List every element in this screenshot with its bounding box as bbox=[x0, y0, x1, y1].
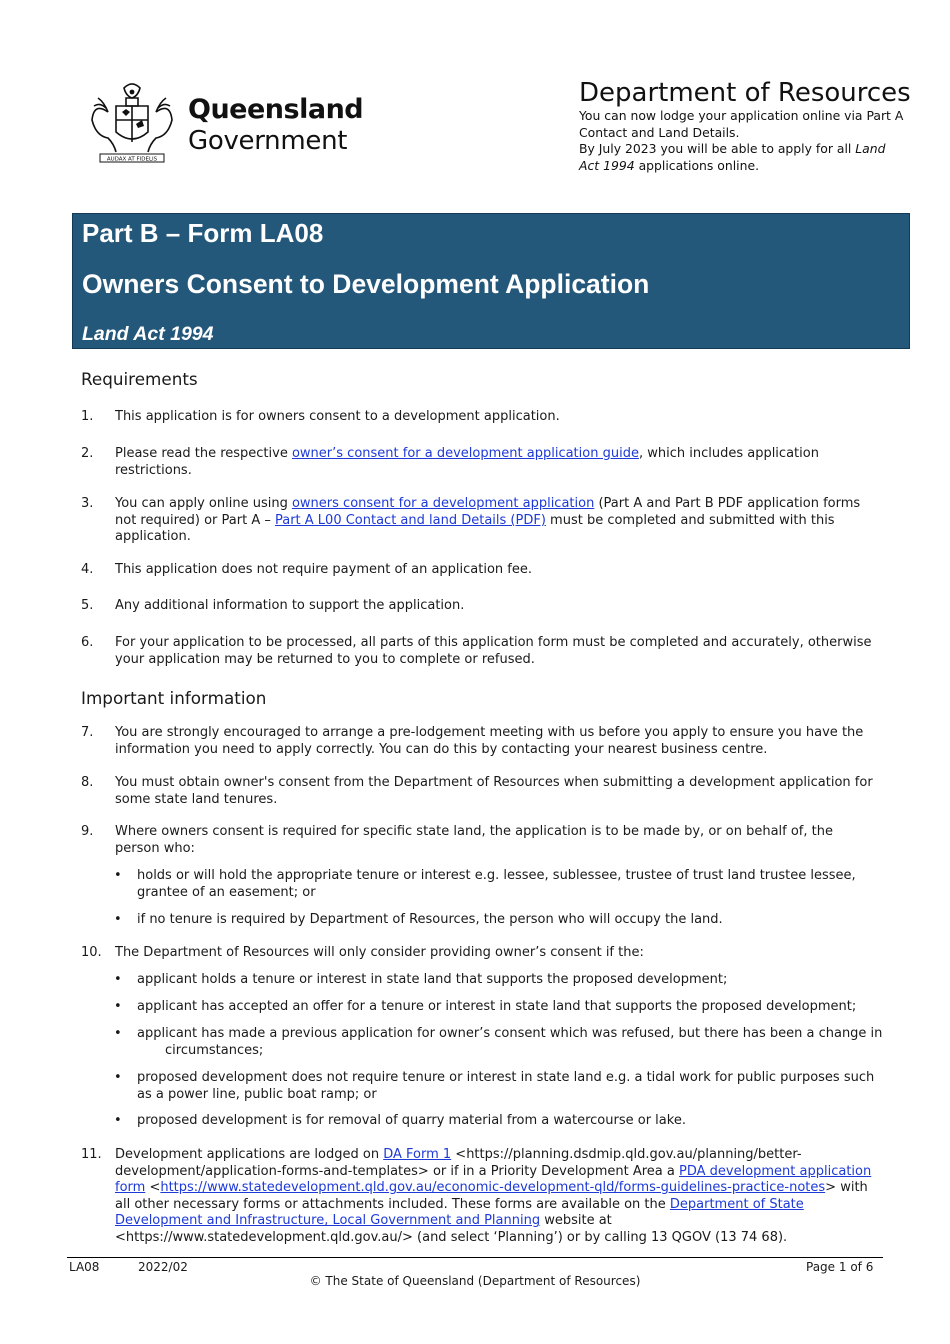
item-text: This application is for owners consent to a development application. bbox=[115, 409, 560, 424]
notice-line-1: You can now lodge your application online via Part A Contact and Land Details. bbox=[579, 108, 904, 140]
item-text: You are strongly encouraged to arrange a pre-lodgement meeting with us before you apply to ensure you have the information you need to apply correctly. You can do this by contacting your nearest business centre. bbox=[115, 725, 864, 757]
item-text-part: (Part A and Part B PDF application forms not required) or Part A – bbox=[115, 496, 861, 528]
statedevelopment-forms-url-link[interactable]: https://www.statedevelopment.qld.gov.au/economic-development-qld/forms-guidelines-practice-notes bbox=[160, 1180, 826, 1196]
form-part-label: Part B – Form LA08 bbox=[82, 218, 324, 248]
item-number: 1. bbox=[81, 409, 94, 424]
bullet-icon: • bbox=[114, 1113, 122, 1128]
item-text bbox=[115, 496, 875, 546]
notice-act-name: Land Act 1994 bbox=[579, 141, 886, 173]
queensland-government-logo bbox=[86, 76, 364, 166]
item-text: Any additional information to support the application. bbox=[115, 598, 465, 613]
item-number: 4. bbox=[81, 562, 94, 577]
item-text bbox=[115, 1147, 875, 1247]
item-text: Where owners consent is required for specific state land, the application is to be made by, or on behalf of, the person who: bbox=[115, 824, 833, 856]
item-number: 11. bbox=[81, 1147, 102, 1162]
item-text: You must obtain owner's consent from the Department of Resources when submitting a development application for some state land tenures. bbox=[115, 775, 873, 807]
bullet-icon: • bbox=[114, 972, 122, 987]
requirements-heading: Requirements bbox=[81, 369, 198, 389]
item-text-part: <https://planning.dsdmip.qld.gov.au/planning/better-development/application-forms-and-templates> or if in a Priority Development Area a bbox=[115, 1147, 802, 1179]
apply-online-link[interactable]: owners consent for a development application bbox=[291, 496, 595, 511]
logo-motto: AUDAX AT FIDELIS bbox=[106, 156, 158, 163]
bullet-text-line: circumstances; bbox=[165, 1042, 264, 1058]
bullet-text bbox=[137, 1026, 885, 1059]
form-act: Land Act 1994 bbox=[82, 323, 214, 345]
part-a-l00-link[interactable]: Part A L00 Contact and land Details (PDF) bbox=[274, 512, 546, 528]
bullet-icon: • bbox=[114, 912, 122, 927]
form-title: Owners Consent to Development Application bbox=[82, 269, 650, 299]
item-text-part: , which includes application restrictions. bbox=[115, 446, 819, 478]
bullet-text: if no tenure is required by Department of Resources, the person who will occupy the land. bbox=[137, 912, 723, 927]
notice-line-2 bbox=[579, 141, 909, 174]
item-text: This application does not require payment of an application fee. bbox=[115, 562, 533, 577]
bullet-icon: • bbox=[114, 1070, 122, 1085]
bullet-icon: • bbox=[114, 999, 122, 1014]
bullet-text: proposed development is for removal of quarry material from a watercourse or lake. bbox=[137, 1113, 686, 1128]
logo-wordmark-government: Government bbox=[188, 126, 348, 156]
item-text-part: Please read the respective bbox=[115, 446, 292, 461]
item-number: 6. bbox=[81, 635, 94, 650]
footer-form-code: LA08 bbox=[69, 1260, 100, 1274]
pda-application-form-link[interactable]: PDA development application form bbox=[115, 1163, 872, 1196]
item-number: 8. bbox=[81, 775, 94, 790]
footer-copyright: © The State of Queensland (Department of Resources) bbox=[309, 1274, 641, 1288]
item-text: The Department of Resources will only consider providing owner’s consent if the: bbox=[115, 945, 644, 960]
item-number: 3. bbox=[81, 496, 94, 511]
item-number: 9. bbox=[81, 824, 94, 839]
department-name: Department of Resources bbox=[579, 78, 911, 108]
item-text-part: website at <https://www.statedevelopment.qld.gov.au/> (and select ‘Planning’) or by calling 13 QGOV (13 74 68). bbox=[115, 1213, 788, 1245]
item-text-part: must be completed and submitted with this application. bbox=[115, 512, 835, 545]
footer-divider bbox=[67, 1257, 883, 1258]
online-lodgement-notice bbox=[579, 108, 909, 174]
item-number: 7. bbox=[81, 725, 94, 740]
item-text: For your application to be processed, all parts of this application form must be completed and accurately, otherwise your application may be returned to you to complete or refused. bbox=[115, 635, 872, 667]
notice-text: By July 2023 you will be able to apply for all bbox=[579, 141, 856, 156]
bullet-text: applicant holds a tenure or interest in state land that supports the proposed development; bbox=[137, 972, 728, 987]
item-number: 5. bbox=[81, 598, 94, 613]
footer-page-number: Page 1 of 6 bbox=[806, 1260, 874, 1274]
item-text bbox=[115, 446, 875, 479]
item-number: 10. bbox=[81, 945, 102, 960]
bullet-icon: • bbox=[114, 1026, 122, 1041]
dsdilgp-website-link[interactable]: Department of State Development and Infrastructure, Local Government and Planning bbox=[115, 1196, 804, 1229]
form-title-banner bbox=[72, 213, 910, 349]
item-text-part: You can apply online using bbox=[115, 496, 292, 511]
item-text-part: > with all other necessary forms or attachments included. These forms are available on the bbox=[115, 1180, 868, 1212]
bullet-text-line: applicant has made a previous application for owner’s consent which was refused, but there has been a change in bbox=[137, 1026, 883, 1041]
bullet-text: proposed development does not require tenure or interest in state land e.g. a tidal work for public purposes such as a power line, public boat ramp; or bbox=[137, 1070, 875, 1102]
logo-wordmark-queensland: Queensland bbox=[188, 94, 364, 125]
bullet-icon: • bbox=[114, 868, 122, 883]
item-text-part: Development applications are lodged on bbox=[115, 1147, 384, 1162]
footer-version: 2022/02 bbox=[138, 1260, 188, 1274]
guide-link[interactable]: owner’s consent for a development application guide bbox=[291, 446, 639, 461]
notice-text-end: applications online. bbox=[634, 157, 760, 173]
item-number: 2. bbox=[81, 446, 94, 461]
item-text-part: < bbox=[145, 1180, 161, 1196]
important-information-heading: Important information bbox=[81, 688, 267, 708]
coat-of-arms-icon bbox=[86, 76, 178, 164]
bullet-text: applicant has accepted an offer for a tenure or interest in state land that supports the proposed development; bbox=[137, 999, 857, 1014]
bullet-text: holds or will hold the appropriate tenure or interest e.g. lessee, sublessee, trustee of trust land trustee lessee, grantee of an easement; or bbox=[137, 868, 856, 900]
da-form-1-link[interactable]: DA Form 1 bbox=[383, 1147, 452, 1162]
